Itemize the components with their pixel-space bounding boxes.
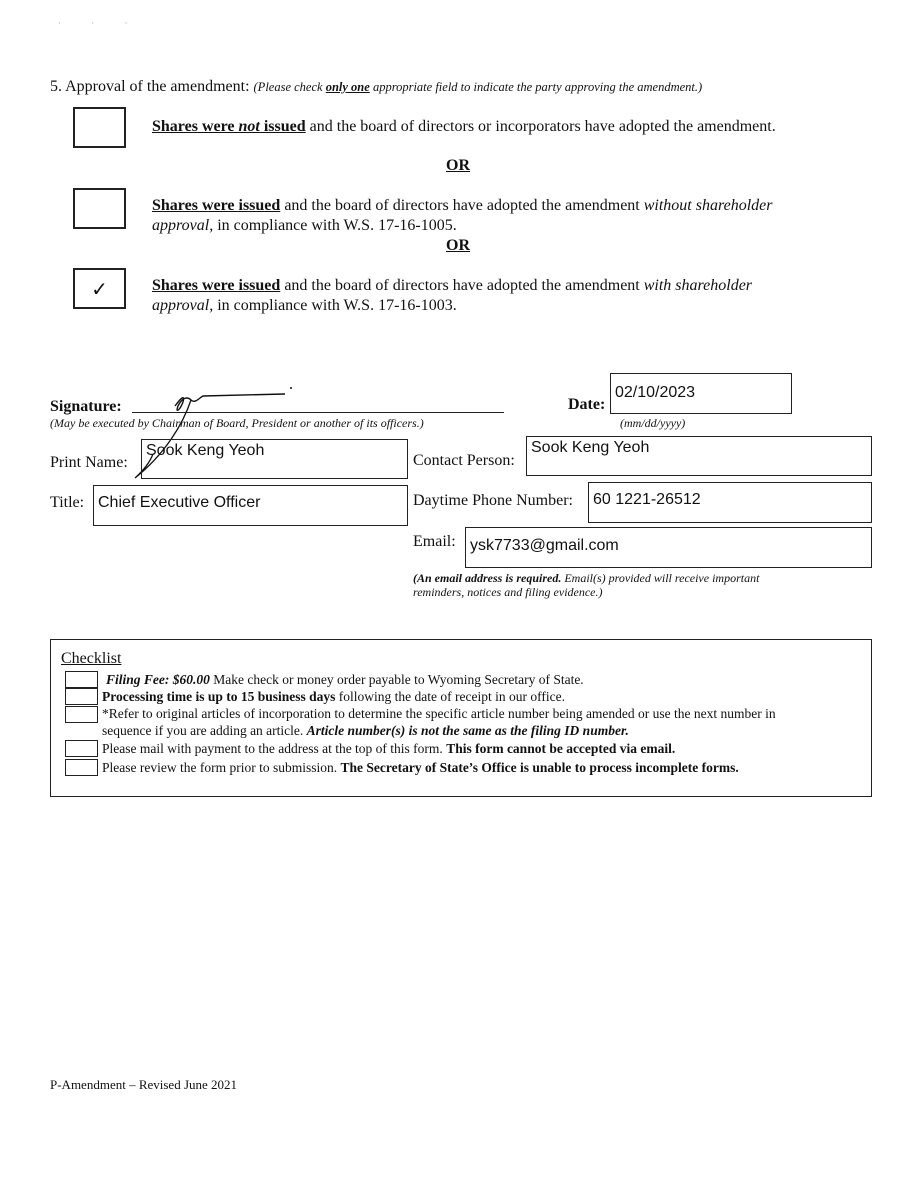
- email-requirement-note: (An email address is required. Email(s) provided will receive important reminders, notices and filing evidence.): [413, 571, 760, 599]
- print-name-input[interactable]: Sook Keng Yeoh: [141, 439, 408, 479]
- checklist-review-text: Please review the form prior to submission. The Secretary of State’s Office is unable to process incomplete forms.: [102, 760, 739, 775]
- option-without-approval-label: Shares were issued and the board of directors have adopted the amendment without shareholder approval, in compliance with W.S. 17-16-1005.: [152, 197, 773, 234]
- section-5-note: (Please check only one appropriate field to indicate the party approving the amendment.): [253, 80, 703, 94]
- print-name-label: Print Name:: [50, 454, 128, 471]
- section-5-title: 5. Approval of the amendment:: [50, 78, 250, 95]
- checklist-processing-text: Processing time is up to 15 business days following the date of receipt in our office.: [102, 689, 565, 704]
- title-label: Title:: [50, 494, 85, 511]
- contact-person-input[interactable]: Sook Keng Yeoh: [526, 436, 872, 476]
- or-divider-2: OR: [446, 237, 470, 254]
- checklist-article-text: *Refer to original articles of incorporation to determine the specific article number being amended or use the next number in sequence if you are adding an article. Article number(s) is not the same as the filing ID number.: [102, 706, 776, 738]
- option-without-approval-checkbox[interactable]: [73, 188, 126, 229]
- section-5-heading: [50, 78, 702, 96]
- checklist-title: Checklist: [61, 650, 122, 667]
- scan-specks: · · ·: [58, 18, 142, 28]
- date-input[interactable]: 02/10/2023: [610, 373, 792, 414]
- checklist-mail-text: Please mail with payment to the address at the top of this form. This form cannot be accepted via email.: [102, 741, 676, 756]
- date-label: Date:: [568, 396, 606, 413]
- checklist-article-checkbox[interactable]: [65, 706, 98, 723]
- title-input[interactable]: Chief Executive Officer: [93, 485, 408, 526]
- form-revision-footer: P-Amendment – Revised June 2021: [50, 1077, 238, 1092]
- option-not-issued-label: Shares were not issued and the board of directors or incorporators have adopted the amendment.: [152, 118, 776, 135]
- email-label: Email:: [413, 533, 456, 550]
- signature-note: (May be executed by Chairman of Board, President or another of its officers.): [50, 416, 424, 430]
- checklist-mail-checkbox[interactable]: [65, 740, 98, 757]
- option-with-approval-checkbox[interactable]: [73, 268, 126, 309]
- checklist-review-checkbox[interactable]: [65, 759, 98, 776]
- checklist-processing-checkbox[interactable]: [65, 688, 98, 705]
- contact-person-label: Contact Person:: [413, 452, 515, 469]
- phone-label: Daytime Phone Number:: [413, 492, 573, 509]
- checkmark-icon: ✓: [91, 276, 108, 301]
- phone-input[interactable]: 60 1221-26512: [588, 482, 872, 523]
- option-not-issued-checkbox[interactable]: [73, 107, 126, 148]
- option-with-approval-label: Shares were issued and the board of directors have adopted the amendment with shareholder approval, in compliance with W.S. 17-16-1003.: [152, 277, 753, 314]
- email-input[interactable]: ysk7733@gmail.com: [465, 527, 872, 568]
- or-divider-1: OR: [446, 157, 470, 174]
- date-format-hint: (mm/dd/yyyy): [620, 416, 686, 430]
- checklist-fee-checkbox[interactable]: [65, 671, 98, 688]
- signature-label: Signature:: [50, 398, 122, 415]
- checklist-fee-text: Filing Fee: $60.00 Make check or money order payable to Wyoming Secretary of State.: [106, 672, 584, 687]
